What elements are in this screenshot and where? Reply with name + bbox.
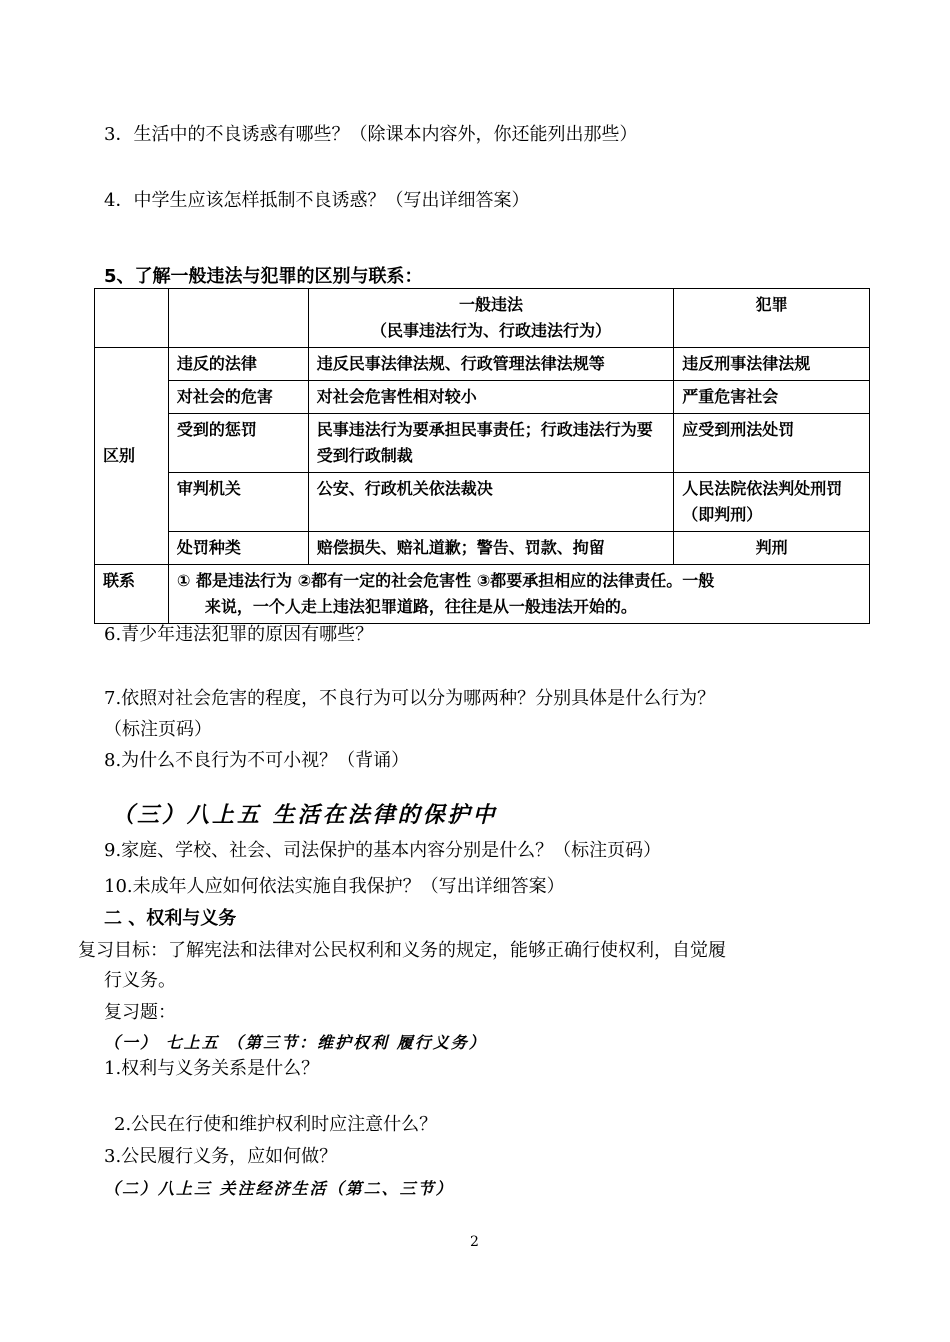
question-10: 10.未成年人应如何依法实施自我保护？（写出详细答案）: [104, 876, 565, 897]
row-general: 民事违法行为要承担民事责任；行政违法行为要受到行政制裁: [308, 414, 673, 473]
subsection-2-title: （二）八上三 关注经济生活（第二、三节）: [104, 1179, 454, 1198]
part-2-question-3: 3.公民履行义务，应如何做？: [104, 1146, 338, 1167]
question-7-line-1: 7.依照对社会危害的程度，不良行为可以分为哪两种？分别具体是什么行为？: [104, 688, 716, 709]
question-7-line-2: （标注页码）: [104, 719, 212, 740]
table-row: [95, 473, 870, 532]
part-2-title: 二 、权利与义务: [104, 908, 237, 929]
question-5: 5、了解一般违法与犯罪的区别与联系：: [104, 266, 423, 287]
row-aspect: 对社会的危害: [168, 381, 308, 414]
review-label: 复习题：: [104, 1002, 176, 1023]
table-row: [95, 532, 870, 565]
table-row: [95, 348, 870, 381]
row-aspect: 受到的惩罚: [168, 414, 308, 473]
header-general: [308, 289, 673, 348]
relation-text: [168, 565, 869, 624]
part-2-question-1: 1.权利与义务关系是什么？: [104, 1058, 320, 1079]
row-general: 违反民事法律法规、行政管理法律法规等: [308, 348, 673, 381]
row-crime: 人民法院依法判处刑罚（即判刑）: [674, 473, 870, 532]
row-crime: 判刑: [674, 532, 870, 565]
question-3: 3．生活中的不良诱惑有哪些？（除课本内容外，你还能列出那些）: [104, 124, 638, 145]
section-3-title: （三）八上五 生活在法律的保护中: [112, 802, 498, 828]
row-aspect: 违反的法律: [168, 348, 308, 381]
comparison-table: [94, 288, 870, 624]
row-aspect: 处罚种类: [168, 532, 308, 565]
relation-line-1: ① 都是违法行为 ②都有一定的社会危害性 ③都要承担相应的法律责任。一般: [176, 571, 715, 590]
subsection-1-title: （一） 七上五 （第三节：维护权利 履行义务）: [104, 1033, 487, 1052]
goal-line-1: 复习目标：了解宪法和法律对公民权利和义务的规定，能够正确行使权利，自觉履: [78, 940, 726, 961]
row-general: 对社会危害性相对较小: [308, 381, 673, 414]
question-6: 6.青少年违法犯罪的原因有哪些？: [104, 624, 374, 645]
header-general-subtitle: （民事违法行为、行政违法行为）: [370, 321, 611, 340]
row-general: 赔偿损失、赔礼道歉；警告、罚款、拘留: [308, 532, 673, 565]
relation-line-2: 来说，一个人走上违法犯罪道路，往往是从一般违法开始的。: [204, 597, 637, 616]
relation-row: [95, 565, 870, 624]
row-crime: 应受到刑法处罚: [674, 414, 870, 473]
relation-label: 联系: [95, 565, 169, 624]
question-4: 4．中学生应该怎样抵制不良诱惑？（写出详细答案）: [104, 190, 530, 211]
page-number: 2: [470, 1234, 479, 1250]
part-2-question-2: 2.公民在行使和维护权利时应注意什么？: [114, 1114, 438, 1135]
row-crime: 违反刑事法律法规: [674, 348, 870, 381]
header-empty: [95, 289, 169, 348]
goal-line-2: 行义务。: [104, 970, 176, 991]
table-header-row: [95, 289, 870, 348]
table-row: [95, 414, 870, 473]
header-general-title: 一般违法: [458, 295, 523, 314]
diff-label: 区别: [95, 348, 169, 565]
header-crime: 犯罪: [674, 289, 870, 348]
question-9: 9.家庭、学校、社会、司法保护的基本内容分别是什么？（标注页码）: [104, 840, 662, 861]
header-empty: [168, 289, 308, 348]
row-aspect: 审判机关: [168, 473, 308, 532]
question-8: 8.为什么不良行为不可小视？（背诵）: [104, 750, 410, 771]
row-crime: 严重危害社会: [674, 381, 870, 414]
row-general: 公安、行政机关依法裁决: [308, 473, 673, 532]
table-row: [95, 381, 870, 414]
